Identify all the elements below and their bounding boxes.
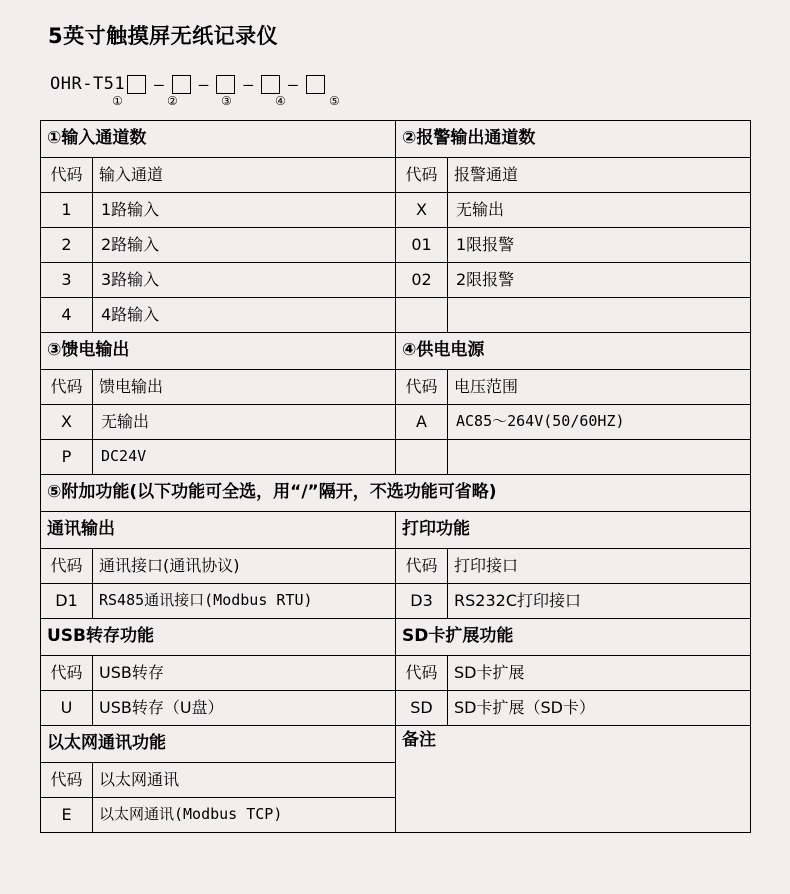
table-row (41, 298, 751, 333)
table-row (41, 333, 751, 370)
section4-row-code: A (396, 405, 448, 440)
section3-row-code: P (41, 440, 93, 475)
table-row (41, 549, 751, 584)
group2-left-col-code: 代码 (41, 656, 93, 691)
table-row (41, 619, 751, 656)
section4-row-name (448, 440, 751, 475)
model-dash-1: – (154, 74, 164, 94)
table-row (41, 193, 751, 228)
section2-row-name (448, 298, 751, 333)
table-row (41, 475, 751, 512)
model-dash-3: – (243, 74, 254, 94)
model-markers (40, 94, 750, 114)
section1-row-code: 1 (41, 193, 93, 228)
section5-header: ⑤附加功能(以下功能可全选，用“/”隔开，不选功能可省略) (41, 475, 751, 512)
model-box-1 (127, 75, 146, 94)
section3-row-name: DC24V (93, 440, 396, 475)
model-marker-5: ⑤ (329, 94, 340, 108)
group1-right-col-code: 代码 (396, 549, 448, 584)
section3-row-name: 无输出 (93, 405, 396, 440)
section4-row-name: AC85～264V(50/60HZ) (448, 405, 751, 440)
group2-left-row-code: U (41, 691, 93, 726)
section3-col-name: 馈电输出 (93, 370, 396, 405)
section3-header: ③馈电输出 (41, 333, 396, 370)
table-row (41, 228, 751, 263)
section1-row-code: 4 (41, 298, 93, 333)
section2-row-name: 1限报警 (448, 228, 751, 263)
section4-header: ④供电电源 (396, 333, 751, 370)
table-row (41, 263, 751, 298)
group1-left-col-name: 通讯接口(通讯协议) (93, 549, 396, 584)
table-row (41, 121, 751, 158)
model-dash-2: – (198, 74, 209, 94)
group3-left-header: 以太网通讯功能 (41, 726, 396, 763)
section1-header: ①输入通道数 (41, 121, 396, 158)
section1-row-name: 2路输入 (93, 228, 396, 263)
model-box-2 (172, 75, 191, 94)
table-row (41, 584, 751, 619)
model-box-3 (216, 75, 235, 94)
model-marker-4: ④ (275, 94, 286, 108)
section4-col-name: 电压范围 (448, 370, 751, 405)
group2-right-row-name: SD卡扩展（SD卡） (448, 691, 751, 726)
section3-col-code: 代码 (41, 370, 93, 405)
group3-left-col-name: 以太网通讯 (93, 763, 396, 798)
section2-col-name: 报警通道 (448, 158, 751, 193)
group3-left-col-code: 代码 (41, 763, 93, 798)
group1-right-row-name: RS232C打印接口 (448, 584, 751, 619)
model-box-4 (261, 75, 280, 94)
section1-col-code: 代码 (41, 158, 93, 193)
model-marker-3: ③ (221, 94, 232, 108)
group2-right-row-code: SD (396, 691, 448, 726)
group1-right-header: 打印功能 (396, 512, 751, 549)
group2-left-col-name: USB转存 (93, 656, 396, 691)
specification-table (40, 120, 751, 833)
section2-row-code: 01 (396, 228, 448, 263)
table-row (41, 512, 751, 549)
section1-row-code: 2 (41, 228, 93, 263)
group1-left-row-code: D1 (41, 584, 93, 619)
section2-row-code (396, 298, 448, 333)
model-dash-4: – (288, 74, 298, 94)
section1-col-name: 输入通道 (93, 158, 396, 193)
model-box-5 (306, 75, 325, 94)
group2-right-header: SD卡扩展功能 (396, 619, 751, 656)
section2-row-code: 02 (396, 263, 448, 298)
group3-left-row-code: E (41, 798, 93, 833)
table-row (41, 405, 751, 440)
model-marker-1: ① (112, 94, 123, 108)
section1-row-name: 3路输入 (93, 263, 396, 298)
group1-left-row-name: RS485通讯接口(Modbus RTU) (93, 584, 396, 619)
table-row (41, 158, 751, 193)
group1-right-row-code: D3 (396, 584, 448, 619)
section1-row-name: 1路输入 (93, 193, 396, 228)
table-row (41, 440, 751, 475)
section4-col-code: 代码 (396, 370, 448, 405)
section1-row-name: 4路输入 (93, 298, 396, 333)
table-row (41, 691, 751, 726)
model-code-line (40, 74, 750, 94)
group1-left-col-code: 代码 (41, 549, 93, 584)
section2-row-code: X (396, 193, 448, 228)
table-row (41, 726, 751, 763)
group3-right-header: 备注 (396, 726, 751, 833)
section4-row-code (396, 440, 448, 475)
page-title: 5英寸触摸屏无纸记录仪 (48, 24, 279, 48)
group1-left-header: 通讯输出 (41, 512, 396, 549)
group1-right-col-name: 打印接口 (448, 549, 751, 584)
table-row (41, 656, 751, 691)
group2-left-row-name: USB转存（U盘） (93, 691, 396, 726)
group2-right-col-code: 代码 (396, 656, 448, 691)
section2-header: ②报警输出通道数 (396, 121, 751, 158)
section2-col-code: 代码 (396, 158, 448, 193)
table-row (41, 370, 751, 405)
group3-left-row-name: 以太网通讯(Modbus TCP) (93, 798, 396, 833)
section3-row-code: X (41, 405, 93, 440)
section2-row-name: 2限报警 (448, 263, 751, 298)
section2-row-name: 无输出 (448, 193, 751, 228)
group2-right-col-name: SD卡扩展 (448, 656, 751, 691)
section1-row-code: 3 (41, 263, 93, 298)
model-marker-2: ② (167, 94, 178, 108)
group2-left-header: USB转存功能 (41, 619, 396, 656)
model-prefix: OHR-T51 (50, 74, 126, 94)
